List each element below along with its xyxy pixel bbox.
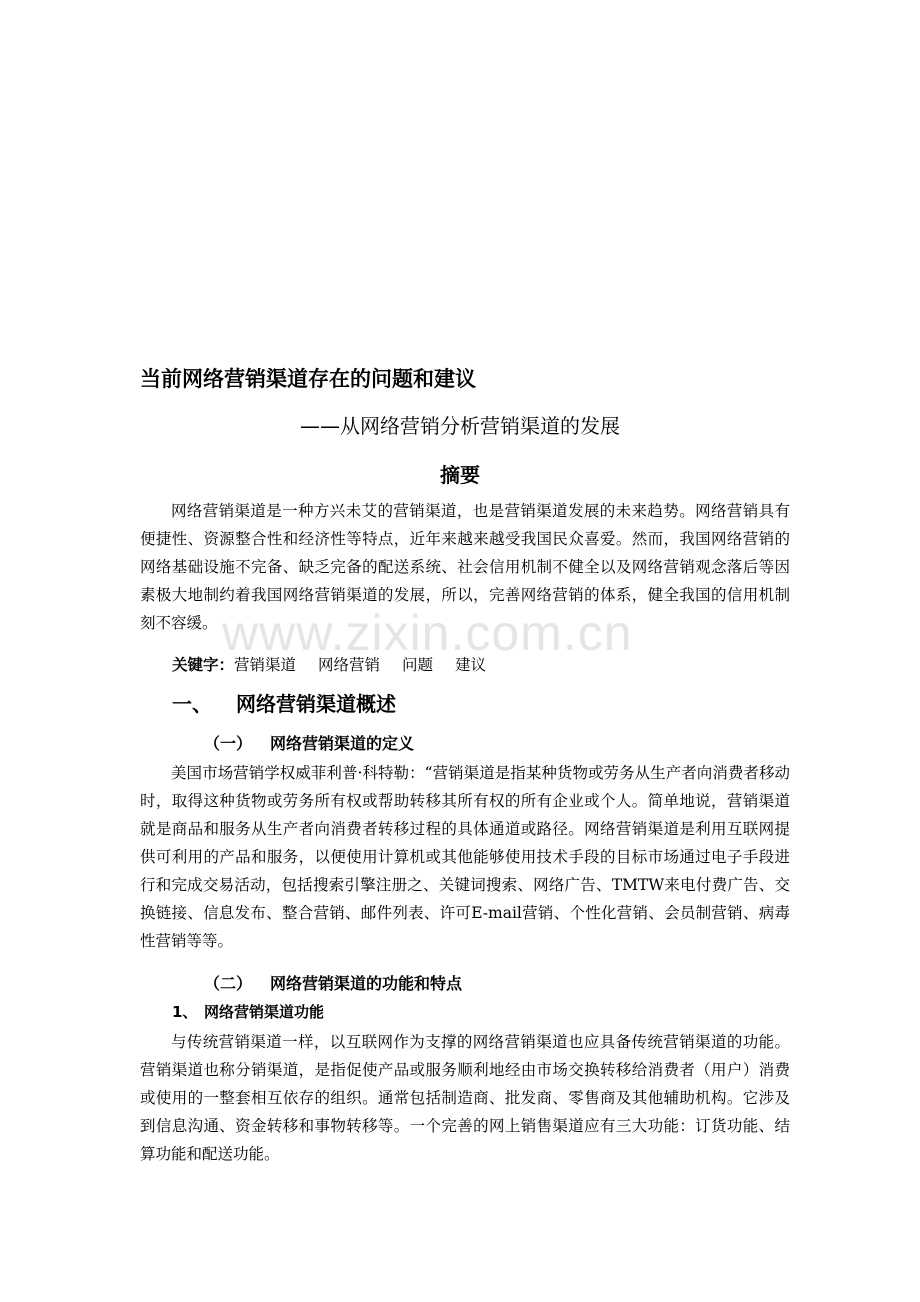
section-number: 一、 (172, 692, 212, 716)
subsection-title: 网络营销渠道的功能和特点 (270, 974, 463, 993)
item-title: 网络营销渠道功能 (204, 1003, 325, 1021)
keyword: 问题 (402, 656, 434, 674)
watermark: www.zixin.com.cn (222, 605, 633, 661)
function-paragraph: 与传统营销渠道一样，以互联网作为支撑的网络营销渠道也应具备传统营销渠道的功能。营销渠道也称分销渠道，是指促使产品或服务顺利地经由市场交换转移给消费者（用户）消费或使用的一整套相互依存的组织。通常包括制造商、批发商、零售商及其他辅助机构。它涉及到信息沟通、资金转移和事物转移等。一个完善的网上销售渠道应有三大功能：订货功能、结算功能和配送功能。 (140, 1033, 790, 1163)
keyword: 网络营销 (318, 656, 381, 674)
abstract-heading: 摘要 (440, 463, 480, 487)
item-number: 1、 (172, 1003, 198, 1021)
keywords-line (172, 651, 508, 679)
keyword: 建议 (455, 656, 487, 674)
definition-paragraph: 美国市场营销学权威菲利普·科特勒：“营销渠道是指某种货物或劳务从生产者向消费者移动时，取得这种货物或劳务所有权或帮助转移其所有权的所有企业或个人。简单地说，营销渠道就是商品和服务从生产者向消费者转移过程的具体通道或路径。网络营销渠道是利用互联网提供可利用的产品和服务，以便使用计算机或其他能够使用技术手段的目标市场通过电子手段进行和完成交易活动，包括搜索引擎注册之、关键词搜索、网络广告、TMTW来电付费广告、交换链接、信息发布、整合营销、邮件列表、许可E-mail营销、个性化营销、会员制营销、病毒性营销等等。 (140, 764, 790, 950)
abstract-paragraph: 网络营销渠道是一种方兴未艾的营销渠道，也是营销渠道发展的未来趋势。网络营销具有便捷性、资源整合性和经济性等特点，近年来越来越受我国民众喜爱。然而，我国网络营销的网络基础设施不完备、缺乏完备的配送系统、社会信用机制不健全以及网络营销观念落后等因素极大地制约着我国网络营销渠道的发展，所以，完善网络营销的体系，健全我国的信用机制刻不容缓。 (140, 502, 790, 632)
subsection-number: （二） (204, 974, 253, 993)
section-title: 网络营销渠道概述 (236, 692, 396, 716)
keywords-label: 关键字： (172, 656, 235, 674)
subsection-heading (204, 731, 414, 754)
subsection-heading (204, 971, 462, 994)
document-title: 当前网络营销渠道存在的问题和建议 (140, 367, 476, 391)
subsection-number: （一） (204, 734, 253, 753)
item-heading (172, 1001, 324, 1022)
section-heading (172, 688, 396, 717)
subsection-title: 网络营销渠道的定义 (270, 734, 415, 753)
document-subtitle: ——从网络营销分析营销渠道的发展 (300, 414, 620, 438)
keyword: 营销渠道 (234, 656, 297, 674)
